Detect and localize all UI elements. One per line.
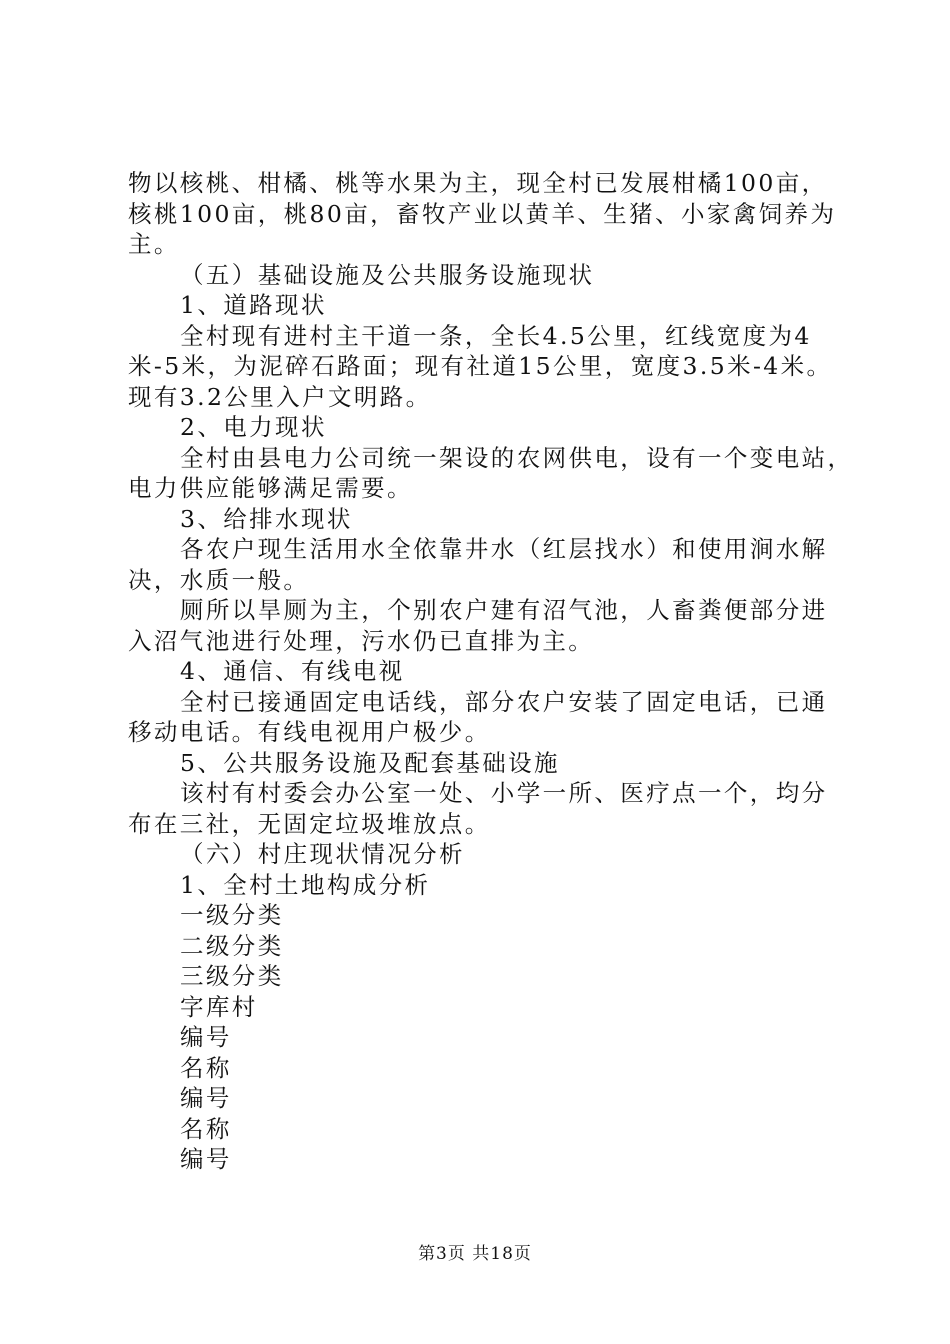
paragraph-line: 该村有村委会办公室一处、小学一所、医疗点一个，均分: [180, 779, 828, 807]
paragraph-line: 厕所以旱厕为主，个别农户建有沼气池，人畜粪便部分进: [180, 596, 828, 624]
table-label: 名称: [180, 1053, 232, 1082]
table-label: 一级分类: [180, 901, 284, 929]
subsection-heading: 3、给排水现状: [180, 504, 353, 533]
table-label: 编号: [180, 1145, 232, 1173]
page-number-footer: 第3页 共18页: [418, 1244, 532, 1264]
paragraph-line: 布在三社，无固定垃圾堆放点。: [128, 809, 491, 838]
subsection-heading: 4、通信、有线电视: [180, 657, 405, 685]
paragraph-line: 主。: [128, 230, 180, 258]
paragraph-line: 物以核桃、柑橘、桃等水果为主，现全村已发展柑橘100亩，: [128, 169, 828, 197]
subsection-heading: 5、公共服务设施及配套基础设施: [180, 748, 560, 777]
paragraph-line: 现有3.2公里入户文明路。: [128, 382, 432, 411]
table-label: 字库村: [180, 992, 258, 1021]
subsection-heading: 1、全村土地构成分析: [180, 870, 431, 899]
paragraph-line: 决，水质一般。: [128, 565, 310, 594]
paragraph-line: 核桃100亩，桃80亩，畜牧产业以黄羊、生猪、小家禽饲养为: [128, 199, 837, 228]
table-label: 编号: [180, 1084, 232, 1112]
table-label: 名称: [180, 1114, 232, 1143]
table-label: 二级分类: [180, 931, 284, 960]
paragraph-line: 全村已接通固定电话线，部分农户安装了固定电话，已通: [180, 687, 828, 716]
paragraph-line: 全村现有进村主干道一条，全长4.5公里，红线宽度为4: [180, 321, 812, 350]
table-label: 编号: [180, 1023, 232, 1051]
subsection-heading: 1、道路现状: [180, 291, 327, 319]
paragraph-line: 全村由县电力公司统一架设的农网供电，设有一个变电站，: [180, 443, 854, 472]
paragraph-line: 移动电话。有线电视用户极少。: [128, 718, 491, 746]
section-heading: （六）村庄现状情况分析: [180, 840, 465, 868]
section-heading: （五）基础设施及公共服务设施现状: [180, 260, 595, 289]
subsection-heading: 2、电力现状: [180, 413, 327, 441]
paragraph-line: 米-5米，为泥碎石路面；现有社道15公里，宽度3.5米-4米。: [128, 352, 833, 380]
document-body: [128, 168, 854, 1175]
table-label: 三级分类: [180, 962, 284, 990]
paragraph-line: 各农户现生活用水全依靠井水（红层找水）和使用涧水解: [180, 535, 828, 563]
paragraph-line: 电力供应能够满足需要。: [128, 474, 413, 502]
paragraph-line: 入沼气池进行处理，污水仍已直排为主。: [128, 626, 595, 655]
